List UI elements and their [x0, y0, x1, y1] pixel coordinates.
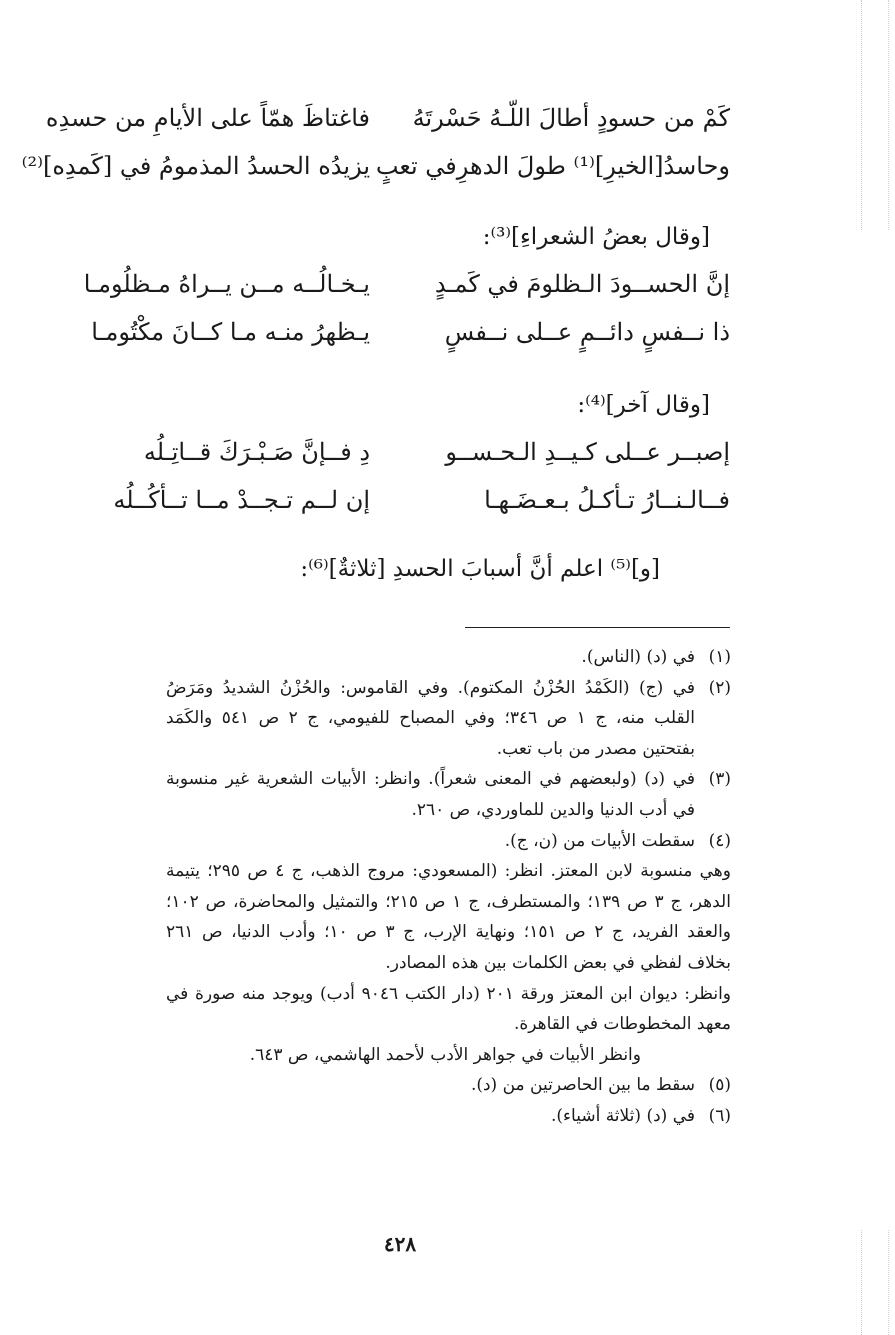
footnote-number: (٢)	[708, 677, 731, 698]
poem-intro: [وقال بعضُ الشعراءِ]⁽³⁾:	[482, 224, 710, 250]
verse-second-hemistich: فاغتاظَ همّاً على الأيامِ من حسدِه	[45, 104, 370, 132]
footnote	[166, 1101, 731, 1132]
body-paragraph: [و]⁽⁵⁾ اعلم أنَّ أسبابَ الحسدِ [ثلاثةٌ]⁽⁶⁾:	[300, 556, 660, 582]
verse-line	[40, 264, 730, 304]
footnote-text: في (د) (الناس).	[581, 647, 695, 667]
scan-edge-mark	[861, 1230, 889, 1335]
footnote-number: (٣)	[708, 769, 731, 790]
verse-second-hemistich: إن لــم تـجــدْ مــا تــأكُــلُه	[113, 486, 370, 514]
verse-first-hemistich: ذا نــفسٍ دائــمٍ عــلى نــفسٍ	[444, 318, 730, 346]
footnote-text: في (د) (ثلاثة أشياء).	[550, 1105, 695, 1126]
footnote-text: وانظر الأبيات في جواهر الأدب لأحمد الهاشمي، ص ٦٤٣.	[249, 1044, 641, 1065]
footnote	[166, 1070, 731, 1101]
footnote	[166, 764, 731, 825]
page-number: ٤٢٨	[383, 1232, 417, 1256]
footnote-number: (٥)	[708, 1075, 731, 1096]
footnote-text: وهي منسوبة لابن المعتز. انظر: (المسعودي: مروج الذهب، ج ٤ ص ٢٩٥؛ يتيمة الدهر، ج ٣ ص ١٣٩؛ والمستطرف، ج ١ ص ٢١٥؛ والتمثيل والمحاضرة، ص ١٠٢؛ والعقد الفريد، ج ٢ ص ١٥١؛ ونهاية الإرب، ج ٣ ص ١٠؛ وأدب الدنيا، ص ٢٦١ بخلاف لفظي في بعض الكلمات بين هذه المصادر.	[166, 861, 731, 973]
footnote	[166, 673, 731, 765]
verse-first-hemistich: فــالـنــارُ تـأكـلُ بـعـضَـهـا	[484, 486, 730, 514]
verse-first-hemistich: إنَّ الحســودَ الـظلومَ في كَمـدٍ	[434, 270, 730, 298]
footnote-text: سقط ما بين الحاصرتين من (د).	[470, 1075, 695, 1096]
footnote-number: (١)	[708, 647, 731, 667]
footnote-text: وانظر: ديوان ابن المعتز ورقة ٢٠١ (دار الكتب ٩٠٤٦ أدب) ويوجد منه صورة في معهد المخطوطات في القاهرة.	[166, 983, 732, 1035]
footnote-text: في (د) (ولبعضهم في المعنى شعراً). وانظر: الأبيات الشعرية غير منسوبة في أدب الدنيا والدين للماوردي، ص ٢٦٠.	[166, 769, 695, 820]
footnote-text: سقطت الأبيات من (ن، ج).	[504, 830, 695, 851]
verse-line	[40, 480, 730, 520]
footnote-text: في (ج) (الكَمْدُ الحُزْنُ المكتوم). وفي القاموس: والحُزْنُ الشديدُ ومَرَضُ القلب منه، ج ١ ص ٣٤٦؛ وفي المصباح للفيومي، ج ٢ ص ٥٤١ والكَمَد بفتحتين مصدر من باب تعب.	[166, 677, 695, 759]
verse-second-hemistich: يزيدُه الحسدُ المذمومُ في [كَمدِه]⁽²⁾	[21, 152, 370, 180]
footnotes	[166, 642, 731, 1132]
verse-second-hemistich: يـظهرُ منـه مـا كــانَ مكْتُومـا	[91, 318, 370, 346]
verse-line	[40, 432, 730, 472]
verse-second-hemistich: يـخـالُــه مــن يــراهُ مـظلُومـا	[83, 270, 370, 298]
verse-line	[40, 98, 730, 138]
footnote-separator	[465, 627, 730, 628]
verse-line	[40, 312, 730, 352]
verse-second-hemistich: دِ فــإنَّ صَـبْـرَكَ قــاتِـلُه	[143, 438, 370, 466]
verse-first-hemistich: وحاسدُ[الخيرِ]⁽¹⁾ طولَ الدهرِفي تعبٍ	[375, 152, 730, 180]
scan-edge-mark	[861, 0, 889, 230]
verse-first-hemistich: كَمْ من حسودٍ أطالَ اللّـهُ حَسْرتَهُ	[412, 104, 730, 132]
poem-intro: [وقال آخر]⁽⁴⁾:	[577, 392, 710, 418]
verse-first-hemistich: إصبــر عــلى كـيــدِ الـحـســو	[445, 438, 730, 466]
footnote-number: (٦)	[708, 1105, 731, 1126]
footnote-number: (٤)	[708, 830, 731, 851]
footnote	[166, 826, 731, 857]
verse-line	[21, 146, 730, 186]
footnote	[166, 642, 731, 673]
